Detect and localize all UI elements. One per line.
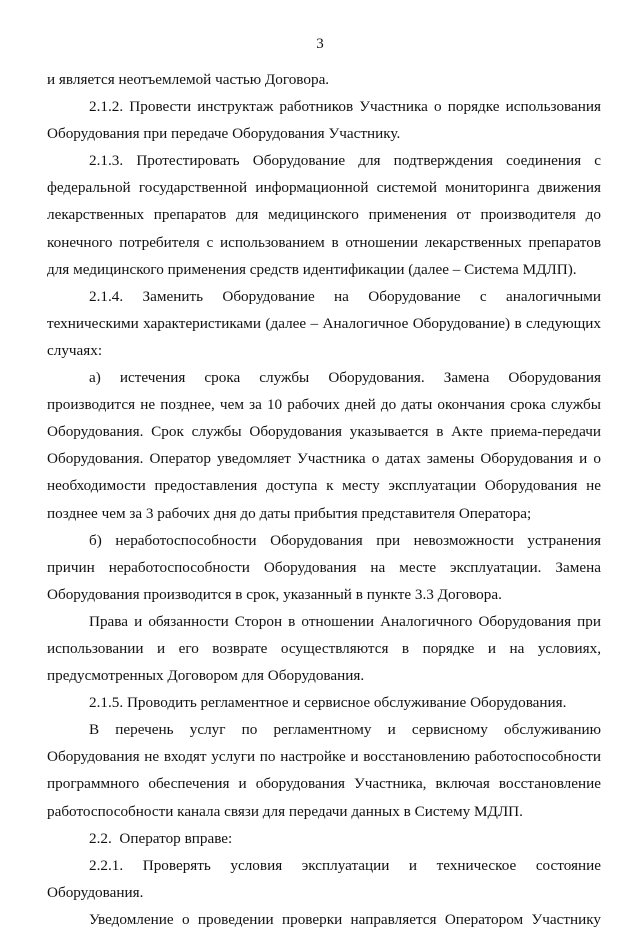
paragraph-inspection-notice: Уведомление о проведении проверки направляется Оператором Участнику xyxy=(89,910,601,928)
page-number: 3 xyxy=(316,36,324,52)
paragraph-2-1-4: 2.1.4. Заменить Оборудование на Оборудование с аналогичными техническими характеристиками (далее – Аналогичное Оборудование) в следующих случаях: xyxy=(47,287,601,359)
paragraph-2-2: 2.2. Оператор вправе: xyxy=(89,829,233,847)
paragraph-2-2-1: 2.2.1. Проверять условия эксплуатации и техническое состояние Оборудования. xyxy=(47,856,601,901)
document-body xyxy=(47,66,601,933)
paragraph-case-b: б) неработоспособности Оборудования при невозможности устранения причин неработоспособности Оборудования на месте эксплуатации. Замена Оборудования производится в срок, указанный в пункте 3.3 Договора. xyxy=(47,531,601,603)
paragraph-case-a: а) истечения срока службы Оборудования. Замена Оборудования производится не позднее, чем за 10 рабочих дней до даты окончания срока службы Оборудования. Срок службы Оборудования указывается в Акте приема-передачи Оборудования. Оператор уведомляет Участника о датах замены Оборудования и о необходимости предоставления доступа к месту эксплуатации Оборудования не позднее чем за 3 рабочих дня до даты прибытия представителя Оператора; xyxy=(47,369,601,522)
paragraph-rights-obligations: Права и обязанности Сторон в отношении Аналогичного Оборудования при использовании и его возврате осуществляются в порядке и на условиях, предусмотренных Договором для Оборудования. xyxy=(47,612,601,685)
paragraph-2-1-5: 2.1.5. Проводить регламентное и сервисное обслуживание Оборудования. xyxy=(89,694,567,712)
paragraph-continuation: и является неотъемлемой частью Договора. xyxy=(47,71,330,88)
paragraph-2-1-3: 2.1.3. Протестировать Оборудование для подтверждения соединения с федеральной государственной информационной системой мониторинга движения лекарственных препаратов для медицинского применения от производителя до конечного потребителя с использованием в отношении лекарственных препаратов для медицинского применения средств идентификации (далее – Система МДЛП). xyxy=(47,152,601,278)
paragraph-service-scope: В перечень услуг по регламентному и сервисному обслуживанию Оборудования не входят услуги по настройке и восстановлению работоспособности программного обеспечения и оборудования Участника, включая восстановление работоспособности канала связи для передачи данных в Систему МДЛП. xyxy=(47,721,601,820)
paragraph-2-1-2: 2.1.2. Провести инструктаж работников Участника о порядке использования Оборудования при передаче Оборудования Участнику. xyxy=(47,98,601,143)
